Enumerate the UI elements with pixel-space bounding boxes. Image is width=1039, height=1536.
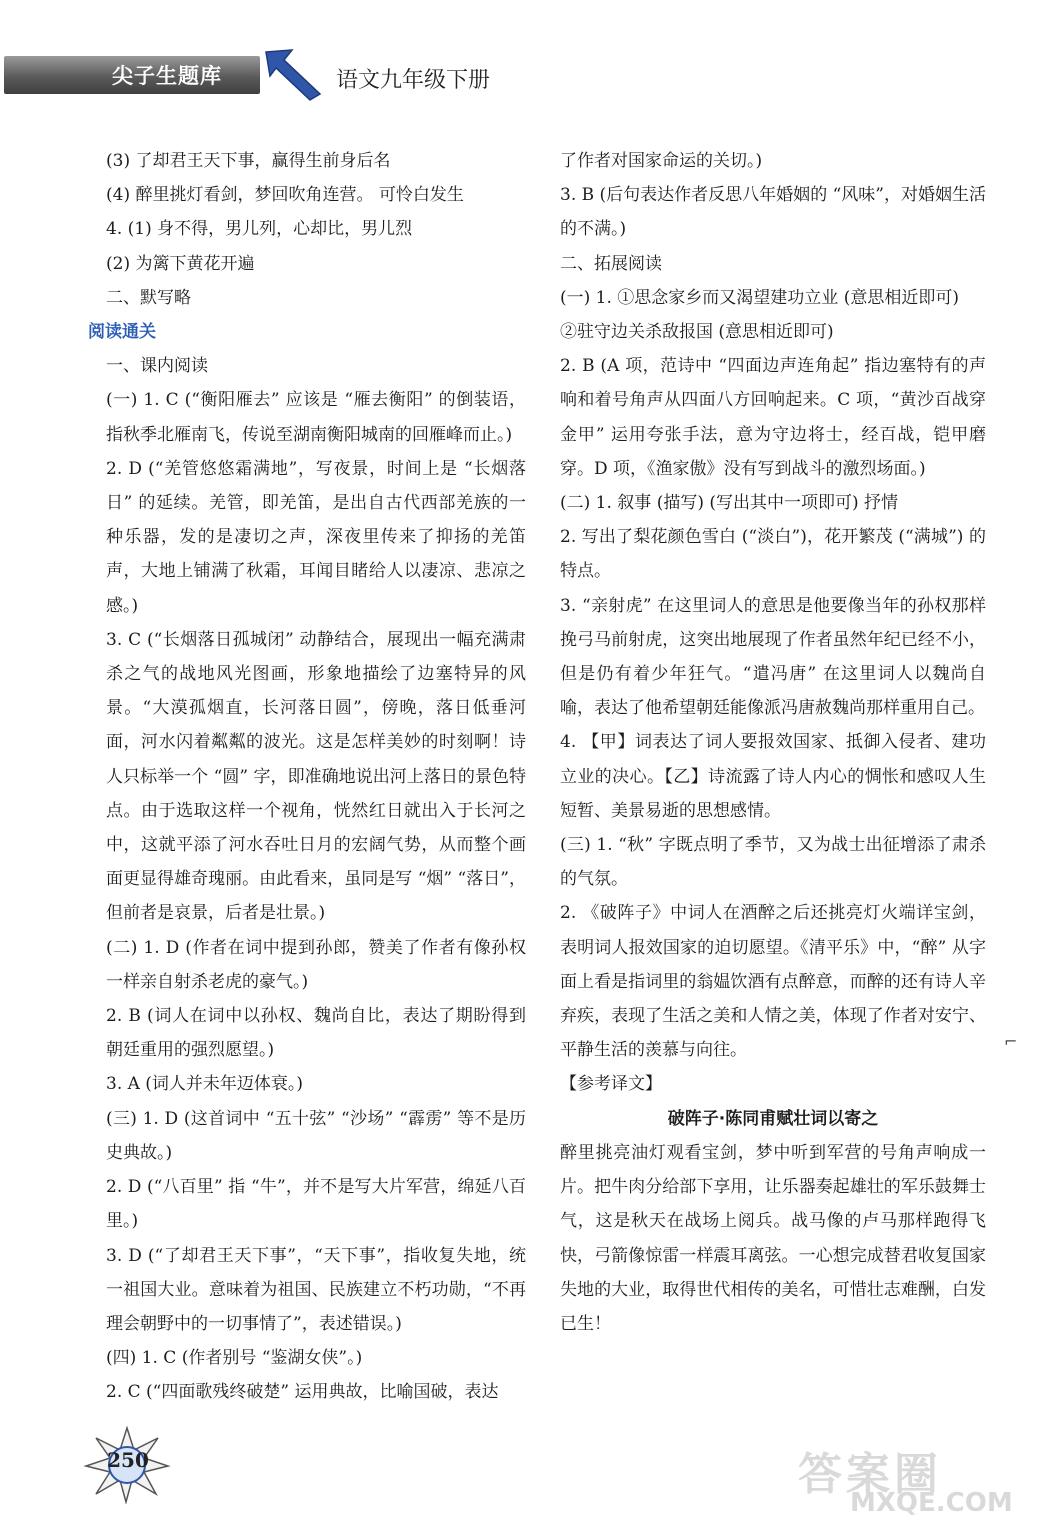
answer-paragraph: 2. D (“八百里” 指 “牛”，并不是写大片军营，绵延八百里。)	[106, 1177, 526, 1232]
blue-arrow-icon	[262, 46, 324, 102]
answer-line: 2. C (“四面歌残终破楚” 运用典故，比喻国破，表达	[106, 1382, 499, 1403]
answer-paragraph: (二) 1. D (作者在词中提到孙郎，赞美了作者有像孙权一样亲自射杀老虎的豪气。)	[106, 937, 526, 992]
answer-paragraph: 2. B (A 项，范诗中 “四面边声连角起” 指边塞特有的声响和着号角声从四面八方回响起来。C 项，“黄沙百战穿金甲” 运用夸张手法，意为守边将士，经百战，铠甲磨穿。D 项，《渔家傲》没有写到战斗的激烈场面。)	[560, 356, 986, 479]
page-number: 250	[107, 1448, 149, 1472]
answer-paragraph: 2. 写出了梨花颜色雪白 (“淡白”)，花开繁茂 (“满城”) 的特点。	[560, 527, 986, 582]
answer-line: ②驻守边关杀敌报国 (意思相近即可)	[560, 322, 834, 343]
answer-line: (四) 1. C (作者别号 “鉴湖女侠”。)	[106, 1348, 363, 1369]
answer-paragraph: (一) 1. C (“衡阳雁去” 应该是 “雁去衡阳” 的倒装语，指秋季北雁南飞，传说至湖南衡阳城南的回雁峰而止。)	[106, 390, 526, 445]
answer-line: 3. A (词人并未年迈体衰。)	[106, 1074, 304, 1095]
book-title: 语文九年级下册	[336, 68, 491, 93]
answer-paragraph: (一) 1. ①思念家乡而又渴望建功立业 (意思相近即可)	[560, 287, 959, 308]
answer-line: (4) 醉里挑灯看剑，梦回吹角连营。 可怜白发生	[106, 185, 464, 206]
right-column	[560, 144, 986, 1341]
answer-paragraph: (三) 1. “秋” 字既点明了季节，又为战士出征增添了肃杀的气氛。	[560, 835, 986, 890]
page-number-badge	[82, 1424, 172, 1504]
answer-line: 二、拓展阅读	[560, 253, 662, 274]
answer-line: 了作者对国家命运的关切。)	[560, 151, 763, 171]
brand-bar	[4, 56, 260, 94]
translation-paragraph: 醉里挑亮油灯观看宝剑，梦中听到军营的号角声响成一片。把牛肉分给部下享用，让乐器奏起雄壮的军乐鼓舞士气，这是秋天在战场上阅兵。战马像的卢马那样跑得飞快，弓箭像惊雷一样震耳离弦。一心想完成替君收复国家失地的大业，取得世代相传的美名，可惜壮志难酬，白发已生！	[560, 1142, 986, 1334]
translation-title: 破阵子·陈同甫赋壮词以寄之	[667, 1108, 879, 1129]
brand-title: 尖子生题库	[112, 64, 222, 88]
answer-line: (二) 1. 叙事 (描写) (写出其中一项即可) 抒情	[560, 493, 899, 514]
section-heading: 阅读通关	[88, 322, 156, 343]
page-header	[0, 0, 1039, 120]
answer-paragraph: 2. D (“羌管悠悠霜满地”，写夜景，时间上是 “长烟落日” 的延续。羌管，即羌笛，是出自古代西部羌族的一种乐器，发的是凄切之声，深夜里传来了抑扬的羌笛声，大地上铺满了秋霜，耳闻目睹给人以凄凉、悲凉之感。)	[106, 458, 526, 616]
answer-paragraph: 3. B (后句表达作者反思八年婚姻的 “风味”，对婚姻生活的不满。)	[560, 185, 986, 240]
answer-paragraph: 3. C (“长烟落日孤城闭” 动静结合，展现出一幅充满肃杀之气的战地风光图画，形象地描绘了边塞特异的风景。“大漠孤烟直，长河落日圆”，傍晚，落日低垂河面，河水闪着粼粼的波光。这是怎样美妙的时刻啊！诗人只标举一个 “圆” 字，即准确地说出河上落日的景色特点。由于选取这样一个视角，恍然红日就出入于长河之中，这就平添了河水吞吐日月的宏阔气势，从而整个画面更显得雄奇瑰丽。由此看来，虽同是写 “烟” “落日”，但前者是哀景，后者是壮景。)	[106, 629, 526, 924]
answer-line: 一、课内阅读	[106, 356, 208, 377]
answer-line: (3) 了却君王天下事，赢得生前身后名	[106, 151, 391, 171]
left-column	[88, 144, 526, 1410]
answer-line: 4. (1) 身不得，男儿列，心却比，男儿烈	[106, 219, 413, 240]
watermark-text: 答案圈	[798, 1449, 942, 1500]
answer-paragraph: (三) 1. D (这首词中 “五十弦” “沙场” “霹雳” 等不是历史典故。)	[106, 1108, 526, 1163]
watermark-url: MXQE.COM	[850, 1488, 1013, 1518]
answer-paragraph: 3. “亲射虎” 在这里词人的意思是他要像当年的孙权那样挽弓马前射虎，这突出地展现了作者虽然年纪已经不小，但是仍有着少年狂气。“遣冯唐” 在这里词人以魏尚自喻，表达了他希望朝廷能像派冯唐赦魏尚那样重用自己。	[560, 595, 986, 719]
answer-paragraph: 2. B (词人在词中以孙权、魏尚自比，表达了期盼得到朝廷重用的强烈愿望。)	[106, 1006, 526, 1061]
answer-line: 二、默写略	[106, 287, 191, 308]
side-mark: ⌐	[1004, 1032, 1018, 1051]
watermark	[792, 1432, 1032, 1528]
answer-paragraph: 3. D (“了却君王天下事”，“天下事”，指收复失地，统一祖国大业。意味着为祖国、民族建立不朽功勋，“不再理会朝野中的一切事情了”，表述错误。)	[106, 1245, 526, 1334]
translation-heading: 【参考译文】	[560, 1074, 662, 1095]
answer-paragraph: 2. 《破阵子》中词人在酒醉之后还挑亮灯火端详宝剑，表明词人报效国家的迫切愿望。《清平乐》中，“醉” 从字面上看是指词里的翁媪饮酒有点醉意，而醉的还有诗人辛弃疾，表现了生活之美和人情之美，体现了作者对安宁、平静生活的羡慕与向往。	[560, 903, 986, 1061]
answer-paragraph: 4. 【甲】词表达了词人要报效国家、抵御入侵者、建功立业的决心。【乙】诗流露了诗人内心的惆怅和感叹人生短暂、美景易逝的思想感情。	[560, 732, 986, 821]
answer-line: (2) 为篱下黄花开遍	[106, 253, 255, 274]
